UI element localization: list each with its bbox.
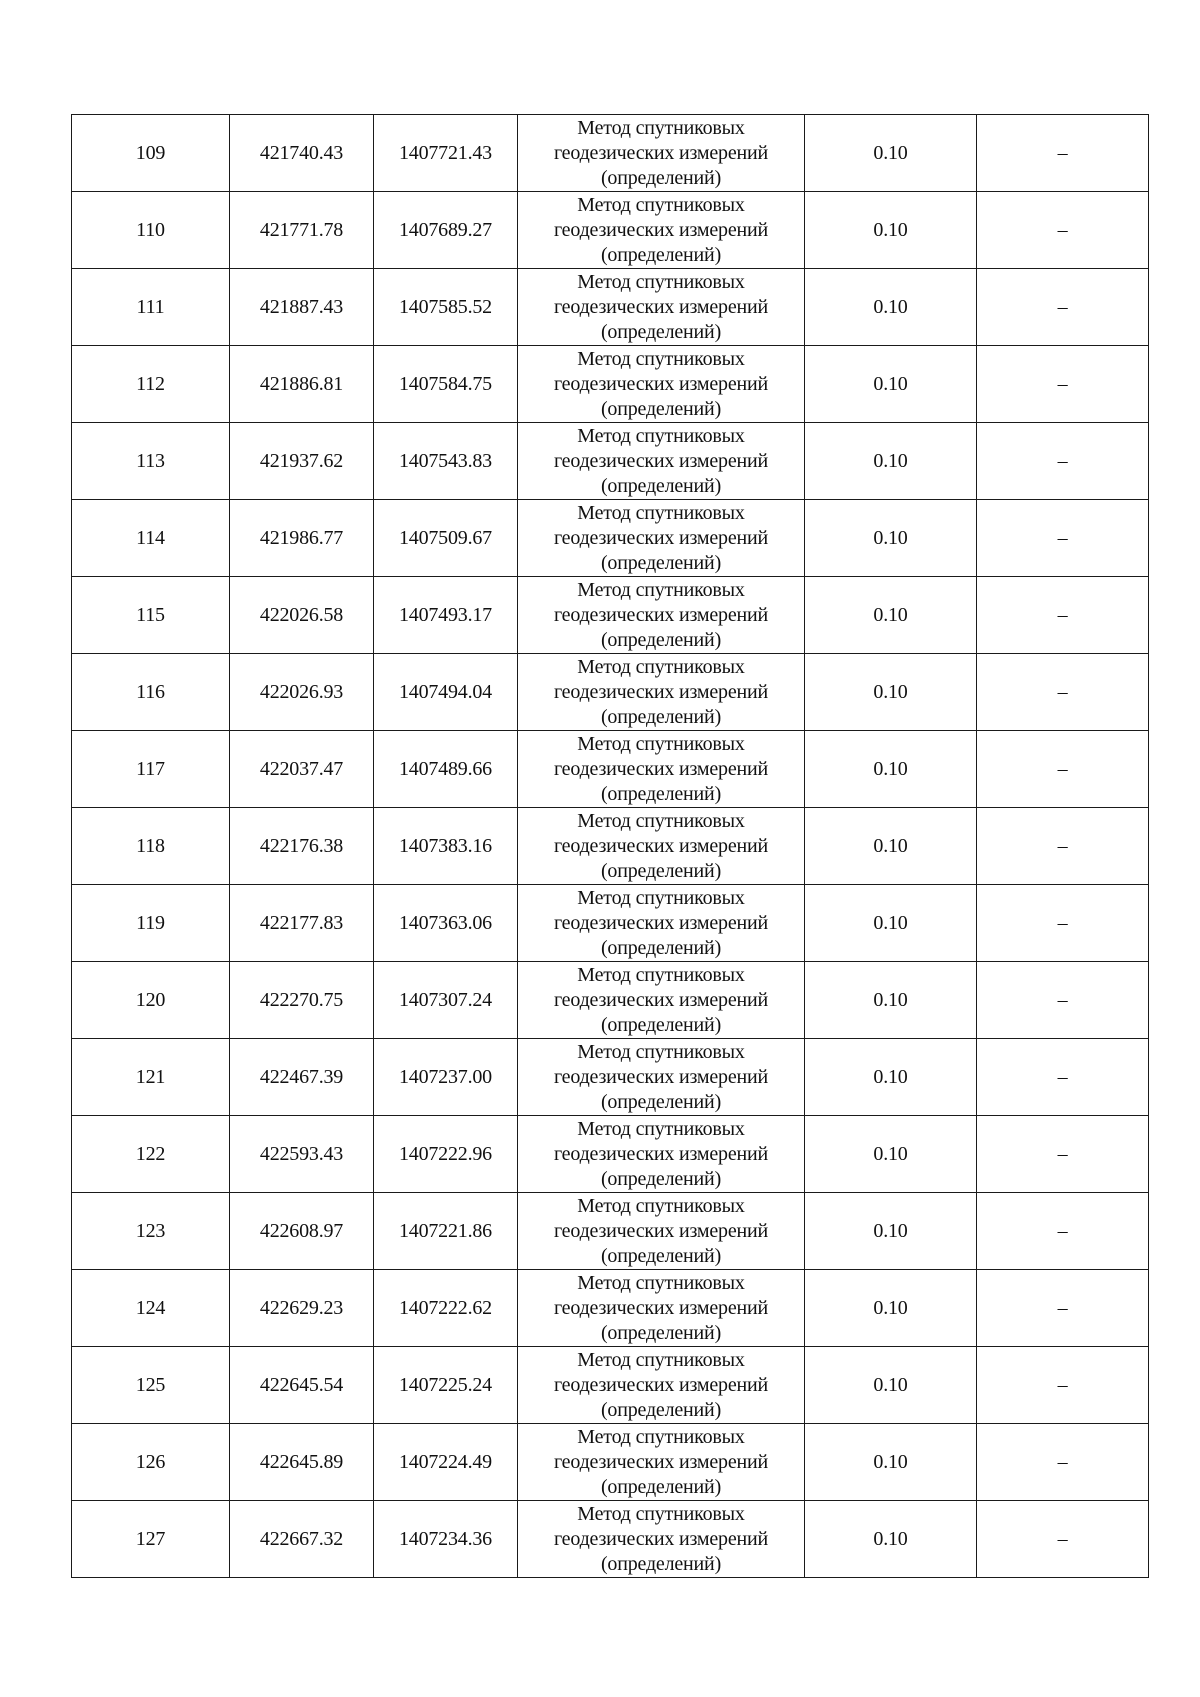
y-coordinate-cell: 1407543.83 xyxy=(374,423,518,500)
table-row xyxy=(72,1193,1149,1270)
note-cell: – xyxy=(977,423,1149,500)
method-line: (определений) xyxy=(600,1090,722,1113)
method-line: геодезических измерений xyxy=(553,1296,769,1319)
x-coordinate-cell: 422467.39 xyxy=(230,1039,374,1116)
method-cell xyxy=(518,962,805,1039)
method-line: (определений) xyxy=(600,1475,722,1498)
table-row xyxy=(72,1347,1149,1424)
method-line: (определений) xyxy=(600,1321,722,1344)
note-cell: – xyxy=(977,500,1149,577)
note-cell: – xyxy=(977,1270,1149,1347)
method-cell xyxy=(518,346,805,423)
note-cell: – xyxy=(977,962,1149,1039)
point-number-cell: 113 xyxy=(72,423,230,500)
accuracy-cell: 0.10 xyxy=(805,269,977,346)
method-line: геодезических измерений xyxy=(553,680,769,703)
method-line: Метод спутниковых xyxy=(577,193,745,216)
method-cell xyxy=(518,1347,805,1424)
accuracy-cell: 0.10 xyxy=(805,1039,977,1116)
accuracy-cell: 0.10 xyxy=(805,885,977,962)
method-line: геодезических измерений xyxy=(553,1527,769,1550)
method-cell xyxy=(518,500,805,577)
coordinates-table-body xyxy=(72,115,1149,1578)
table-row xyxy=(72,115,1149,192)
method-cell xyxy=(518,654,805,731)
point-number-cell: 124 xyxy=(72,1270,230,1347)
method-line: геодезических измерений xyxy=(553,526,769,549)
x-coordinate-cell: 421771.78 xyxy=(230,192,374,269)
y-coordinate-cell: 1407222.62 xyxy=(374,1270,518,1347)
point-number-cell: 126 xyxy=(72,1424,230,1501)
method-line: (определений) xyxy=(600,474,722,497)
y-coordinate-cell: 1407224.49 xyxy=(374,1424,518,1501)
method-line: Метод спутниковых xyxy=(577,1502,745,1525)
table-row xyxy=(72,731,1149,808)
note-cell: – xyxy=(977,1347,1149,1424)
note-cell: – xyxy=(977,1501,1149,1578)
point-number-cell: 111 xyxy=(72,269,230,346)
note-cell: – xyxy=(977,885,1149,962)
y-coordinate-cell: 1407225.24 xyxy=(374,1347,518,1424)
method-line: (определений) xyxy=(600,628,722,651)
method-line: (определений) xyxy=(600,320,722,343)
method-line: (определений) xyxy=(600,1552,722,1575)
table-row xyxy=(72,808,1149,885)
method-cell xyxy=(518,577,805,654)
y-coordinate-cell: 1407237.00 xyxy=(374,1039,518,1116)
method-line: геодезических измерений xyxy=(553,218,769,241)
method-cell xyxy=(518,115,805,192)
point-number-cell: 119 xyxy=(72,885,230,962)
y-coordinate-cell: 1407509.67 xyxy=(374,500,518,577)
x-coordinate-cell: 421937.62 xyxy=(230,423,374,500)
table-row xyxy=(72,654,1149,731)
x-coordinate-cell: 422176.38 xyxy=(230,808,374,885)
y-coordinate-cell: 1407221.86 xyxy=(374,1193,518,1270)
x-coordinate-cell: 421886.81 xyxy=(230,346,374,423)
method-cell xyxy=(518,423,805,500)
method-cell xyxy=(518,269,805,346)
table-row xyxy=(72,577,1149,654)
method-line: (определений) xyxy=(600,1244,722,1267)
point-number-cell: 118 xyxy=(72,808,230,885)
point-number-cell: 121 xyxy=(72,1039,230,1116)
accuracy-cell: 0.10 xyxy=(805,577,977,654)
method-line: геодезических измерений xyxy=(553,911,769,934)
y-coordinate-cell: 1407584.75 xyxy=(374,346,518,423)
method-line: Метод спутниковых xyxy=(577,270,745,293)
point-number-cell: 110 xyxy=(72,192,230,269)
note-cell: – xyxy=(977,654,1149,731)
point-number-cell: 116 xyxy=(72,654,230,731)
method-line: Метод спутниковых xyxy=(577,655,745,678)
accuracy-cell: 0.10 xyxy=(805,423,977,500)
note-cell: – xyxy=(977,1193,1149,1270)
x-coordinate-cell: 421887.43 xyxy=(230,269,374,346)
method-line: Метод спутниковых xyxy=(577,1425,745,1448)
x-coordinate-cell: 422645.54 xyxy=(230,1347,374,1424)
method-line: (определений) xyxy=(600,705,722,728)
method-cell xyxy=(518,1039,805,1116)
method-line: Метод спутниковых xyxy=(577,963,745,986)
point-number-cell: 127 xyxy=(72,1501,230,1578)
method-line: Метод спутниковых xyxy=(577,501,745,524)
table-row xyxy=(72,1116,1149,1193)
accuracy-cell: 0.10 xyxy=(805,346,977,423)
note-cell: – xyxy=(977,731,1149,808)
y-coordinate-cell: 1407363.06 xyxy=(374,885,518,962)
method-line: Метод спутниковых xyxy=(577,424,745,447)
table-row xyxy=(72,192,1149,269)
method-line: геодезических измерений xyxy=(553,449,769,472)
method-line: (определений) xyxy=(600,243,722,266)
method-line: Метод спутниковых xyxy=(577,116,745,139)
method-cell xyxy=(518,192,805,269)
method-cell xyxy=(518,1501,805,1578)
note-cell: – xyxy=(977,1424,1149,1501)
point-number-cell: 109 xyxy=(72,115,230,192)
y-coordinate-cell: 1407689.27 xyxy=(374,192,518,269)
accuracy-cell: 0.10 xyxy=(805,1501,977,1578)
method-line: Метод спутниковых xyxy=(577,578,745,601)
accuracy-cell: 0.10 xyxy=(805,192,977,269)
method-cell xyxy=(518,808,805,885)
method-line: Метод спутниковых xyxy=(577,1040,745,1063)
x-coordinate-cell: 422270.75 xyxy=(230,962,374,1039)
coordinates-table xyxy=(71,114,1149,1578)
method-line: (определений) xyxy=(600,782,722,805)
method-line: геодезических измерений xyxy=(553,988,769,1011)
method-line: геодезических измерений xyxy=(553,1065,769,1088)
point-number-cell: 120 xyxy=(72,962,230,1039)
x-coordinate-cell: 422629.23 xyxy=(230,1270,374,1347)
x-coordinate-cell: 422177.83 xyxy=(230,885,374,962)
y-coordinate-cell: 1407489.66 xyxy=(374,731,518,808)
accuracy-cell: 0.10 xyxy=(805,1116,977,1193)
x-coordinate-cell: 421986.77 xyxy=(230,500,374,577)
point-number-cell: 117 xyxy=(72,731,230,808)
method-line: Метод спутниковых xyxy=(577,1348,745,1371)
method-line: Метод спутниковых xyxy=(577,1271,745,1294)
point-number-cell: 115 xyxy=(72,577,230,654)
method-cell xyxy=(518,731,805,808)
x-coordinate-cell: 422645.89 xyxy=(230,1424,374,1501)
note-cell: – xyxy=(977,1116,1149,1193)
method-line: Метод спутниковых xyxy=(577,1117,745,1140)
method-line: геодезических измерений xyxy=(553,1373,769,1396)
method-cell xyxy=(518,1270,805,1347)
method-cell xyxy=(518,1116,805,1193)
method-line: геодезических измерений xyxy=(553,141,769,164)
method-cell xyxy=(518,885,805,962)
table-row xyxy=(72,423,1149,500)
method-line: геодезических измерений xyxy=(553,372,769,395)
method-line: геодезических измерений xyxy=(553,603,769,626)
method-line: геодезических измерений xyxy=(553,757,769,780)
y-coordinate-cell: 1407494.04 xyxy=(374,654,518,731)
x-coordinate-cell: 421740.43 xyxy=(230,115,374,192)
table-row xyxy=(72,1424,1149,1501)
accuracy-cell: 0.10 xyxy=(805,1193,977,1270)
accuracy-cell: 0.10 xyxy=(805,115,977,192)
table-row xyxy=(72,962,1149,1039)
method-line: геодезических измерений xyxy=(553,1450,769,1473)
accuracy-cell: 0.10 xyxy=(805,1347,977,1424)
point-number-cell: 125 xyxy=(72,1347,230,1424)
point-number-cell: 112 xyxy=(72,346,230,423)
note-cell: – xyxy=(977,269,1149,346)
accuracy-cell: 0.10 xyxy=(805,731,977,808)
note-cell: – xyxy=(977,577,1149,654)
method-line: (определений) xyxy=(600,166,722,189)
method-line: Метод спутниковых xyxy=(577,1194,745,1217)
table-row xyxy=(72,500,1149,577)
method-line: (определений) xyxy=(600,859,722,882)
x-coordinate-cell: 422667.32 xyxy=(230,1501,374,1578)
note-cell: – xyxy=(977,115,1149,192)
accuracy-cell: 0.10 xyxy=(805,808,977,885)
accuracy-cell: 0.10 xyxy=(805,1424,977,1501)
y-coordinate-cell: 1407493.17 xyxy=(374,577,518,654)
y-coordinate-cell: 1407383.16 xyxy=(374,808,518,885)
note-cell: – xyxy=(977,808,1149,885)
method-line: геодезических измерений xyxy=(553,295,769,318)
table-row xyxy=(72,1039,1149,1116)
y-coordinate-cell: 1407721.43 xyxy=(374,115,518,192)
method-line: геодезических измерений xyxy=(553,1219,769,1242)
method-line: Метод спутниковых xyxy=(577,809,745,832)
table-row xyxy=(72,885,1149,962)
note-cell: – xyxy=(977,1039,1149,1116)
method-line: Метод спутниковых xyxy=(577,347,745,370)
accuracy-cell: 0.10 xyxy=(805,654,977,731)
table-row xyxy=(72,346,1149,423)
method-line: (определений) xyxy=(600,1013,722,1036)
method-line: (определений) xyxy=(600,936,722,959)
table-row xyxy=(72,1270,1149,1347)
point-number-cell: 114 xyxy=(72,500,230,577)
point-number-cell: 123 xyxy=(72,1193,230,1270)
method-line: Метод спутниковых xyxy=(577,886,745,909)
method-line: (определений) xyxy=(600,551,722,574)
method-cell xyxy=(518,1193,805,1270)
x-coordinate-cell: 422037.47 xyxy=(230,731,374,808)
note-cell: – xyxy=(977,192,1149,269)
note-cell: – xyxy=(977,346,1149,423)
point-number-cell: 122 xyxy=(72,1116,230,1193)
x-coordinate-cell: 422026.58 xyxy=(230,577,374,654)
y-coordinate-cell: 1407307.24 xyxy=(374,962,518,1039)
method-line: геодезических измерений xyxy=(553,834,769,857)
x-coordinate-cell: 422026.93 xyxy=(230,654,374,731)
x-coordinate-cell: 422593.43 xyxy=(230,1116,374,1193)
method-cell xyxy=(518,1424,805,1501)
y-coordinate-cell: 1407585.52 xyxy=(374,269,518,346)
table-row xyxy=(72,1501,1149,1578)
accuracy-cell: 0.10 xyxy=(805,1270,977,1347)
method-line: (определений) xyxy=(600,397,722,420)
accuracy-cell: 0.10 xyxy=(805,500,977,577)
y-coordinate-cell: 1407234.36 xyxy=(374,1501,518,1578)
method-line: (определений) xyxy=(600,1398,722,1421)
method-line: (определений) xyxy=(600,1167,722,1190)
accuracy-cell: 0.10 xyxy=(805,962,977,1039)
table-row xyxy=(72,269,1149,346)
x-coordinate-cell: 422608.97 xyxy=(230,1193,374,1270)
method-line: Метод спутниковых xyxy=(577,732,745,755)
y-coordinate-cell: 1407222.96 xyxy=(374,1116,518,1193)
method-line: геодезических измерений xyxy=(553,1142,769,1165)
